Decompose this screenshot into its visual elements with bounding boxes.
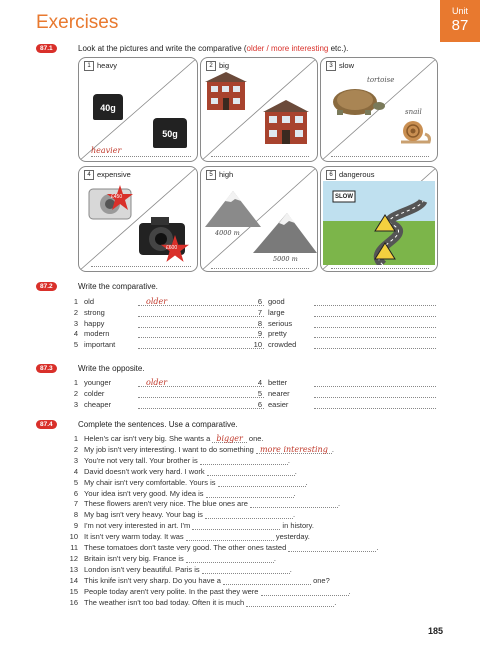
answer-field[interactable] [314, 308, 436, 317]
answer-field[interactable] [138, 308, 264, 317]
item-number: 6 [73, 488, 78, 498]
answer-field[interactable] [218, 478, 306, 487]
item-number: 4 [73, 329, 78, 339]
item-number: 9 [73, 521, 78, 531]
sentence-text: one? [311, 575, 330, 585]
sentence-row [66, 434, 264, 443]
answer-field[interactable] [288, 543, 379, 552]
sentence-text: . [293, 488, 296, 498]
item-number: 7 [73, 499, 78, 509]
mountain-height-label: 4000 m [215, 229, 240, 237]
mountain-height-label: 5000 m [273, 255, 298, 263]
house-bigger-icon [261, 98, 311, 146]
item-number: 1 [73, 297, 78, 306]
item-number: 1 [73, 434, 78, 443]
answer-field[interactable] [192, 521, 280, 530]
cell-label [326, 61, 354, 71]
item-number: 8 [73, 510, 78, 520]
weight-40g: 40g [93, 94, 123, 120]
exercise-badge-87-4: 87.4 [36, 420, 57, 429]
unit-label: Unit [451, 6, 468, 16]
answer-field[interactable]: more interesting [256, 445, 332, 454]
answer-field[interactable] [331, 146, 429, 157]
answer-field[interactable] [202, 565, 290, 574]
item-word: old [84, 297, 95, 306]
item-number: 3 [73, 399, 78, 409]
sentence-text: . [287, 455, 290, 465]
sentence-row [66, 598, 336, 607]
sentence-row [66, 543, 378, 552]
exercise-row [250, 308, 436, 317]
exercise-row [250, 329, 436, 338]
item-number: 9 [257, 329, 262, 339]
item-number: 15 [69, 586, 78, 596]
exercise-row [66, 400, 264, 409]
answer-field[interactable] [186, 532, 274, 541]
item-word: pretty [268, 329, 287, 339]
exercise-row [66, 319, 264, 328]
sentence-text: . [334, 597, 337, 607]
answer-field[interactable] [211, 146, 309, 157]
exercise-badge-87-3: 87.3 [36, 364, 57, 373]
item-number: 11 [70, 543, 78, 552]
item-number: 5 [73, 340, 78, 350]
exercise-row [66, 340, 264, 349]
cell-label [206, 170, 233, 180]
answer-field[interactable] [138, 319, 264, 328]
picture-cell-expensive [78, 166, 198, 272]
sentence-row [66, 445, 334, 454]
answer-field[interactable] [91, 256, 191, 267]
item-word: modern [84, 329, 110, 339]
sentence-text: in history. [280, 521, 314, 531]
cell-number: 3 [326, 61, 336, 71]
sentence-text: . [305, 477, 308, 487]
answer-field[interactable]: older [138, 297, 264, 306]
item-word: good [268, 297, 285, 306]
answer-field[interactable]: bigger [212, 434, 246, 443]
item-word: happy [84, 318, 105, 328]
answer-field[interactable]: older [138, 378, 264, 387]
picture-cell-heavy [78, 57, 198, 162]
exercise-instruction-87-1 [78, 44, 348, 53]
sentence-text: My chair isn't very comfortable. Yours is [84, 477, 218, 487]
answer-field[interactable] [138, 389, 264, 398]
answer-field[interactable] [314, 319, 436, 328]
sentence-row [66, 532, 310, 541]
item-word: serious [268, 318, 293, 328]
sentence-text: This knife isn't very sharp. Do you have a [84, 575, 223, 585]
sentence-text: . [292, 510, 296, 520]
sentence-text: . [376, 543, 379, 552]
house-big-icon [203, 70, 249, 112]
exercise-row [66, 389, 264, 398]
sentence-text: yesterday. [273, 532, 310, 542]
slow-sign-text: SLOW [335, 194, 353, 200]
sentence-text: Britain isn't very big. France is [84, 553, 186, 563]
sentence-row [66, 554, 276, 563]
instruction-text: Look at the pictures and write the comparative ( [78, 44, 247, 53]
item-number: 6 [257, 399, 262, 409]
answer-field[interactable] [314, 389, 436, 398]
answer-field[interactable] [207, 467, 295, 476]
price-label: £450 [111, 194, 123, 200]
cell-word: heavy [97, 61, 118, 70]
answer-field[interactable] [314, 329, 436, 338]
answer-field[interactable] [138, 340, 264, 349]
page-number: 185 [428, 626, 444, 636]
item-word: large [268, 307, 285, 317]
cell-number: 4 [84, 170, 94, 180]
sentence-row [66, 467, 297, 476]
tortoise-label: tortoise [367, 76, 395, 84]
snail-icon [399, 118, 433, 144]
answer-field[interactable] [200, 456, 288, 465]
item-number: 2 [73, 388, 78, 398]
answer-field[interactable] [314, 378, 436, 387]
sentence-text: Your idea isn't very good. My idea is [84, 488, 206, 498]
item-word: cheaper [84, 399, 112, 409]
item-number: 12 [69, 553, 78, 563]
exercise-badge-87-2: 87.2 [36, 282, 57, 291]
sentence-text: The weather isn't too bad today. Often it is much [84, 597, 247, 607]
mountain-large-icon [253, 211, 317, 253]
answer-field[interactable] [250, 499, 341, 509]
page-title: Exercises [36, 12, 119, 33]
item-number: 13 [69, 564, 78, 574]
answer-field[interactable] [186, 554, 274, 563]
sentence-row [66, 576, 330, 585]
item-number: 16 [69, 597, 78, 607]
tortoise-icon [325, 84, 385, 116]
item-number: 2 [73, 444, 78, 454]
price-label: £600 [166, 245, 178, 251]
exercise-row [66, 297, 264, 306]
item-word: easier [268, 399, 289, 409]
sentence-text: I'm not very interested in art. I'm [84, 521, 193, 531]
exercise-instruction-87-4: Complete the sentences. Use a comparative. [78, 420, 238, 429]
item-number: 2 [73, 307, 78, 317]
item-number: 10 [69, 532, 78, 542]
picture-grid [78, 57, 438, 272]
item-number: 4 [73, 466, 78, 476]
exercise-row [66, 329, 264, 338]
answer-field[interactable] [314, 297, 436, 306]
cell-label [84, 61, 117, 71]
cell-label [84, 170, 131, 180]
exercise-badge-87-1: 87.1 [36, 44, 57, 53]
exercise-row [250, 400, 436, 409]
unit-number: 87 [451, 17, 469, 34]
item-number: 14 [69, 575, 78, 585]
picture-cell-slow [320, 57, 438, 162]
exercise-row [66, 308, 264, 317]
exercise-row [250, 319, 436, 328]
sentence-text: These flowers aren't very nice. The blue ones are [84, 499, 250, 509]
instruction-text: etc.). [328, 44, 349, 53]
answer-field[interactable] [138, 400, 264, 409]
answer-field[interactable] [206, 489, 294, 498]
exercise-row [250, 297, 436, 306]
sentence-text: People today aren't very polite. In the past they were [84, 586, 261, 596]
picture-cell-high [200, 166, 318, 272]
item-word: crowded [268, 340, 297, 350]
cell-word: slow [339, 61, 355, 70]
exercise-row [250, 378, 436, 387]
exercise-row [250, 340, 436, 349]
item-number: 6 [257, 297, 262, 306]
sentence-row [66, 587, 351, 596]
answer-field[interactable] [314, 340, 436, 349]
picture-cell-dangerous [320, 166, 438, 272]
sentence-row [66, 456, 290, 465]
sentence-text: Helen's car isn't very big. She wants a [84, 434, 213, 443]
answer-field[interactable] [205, 510, 296, 520]
answer-field[interactable] [331, 258, 429, 269]
item-word: better [268, 378, 288, 387]
sentence-text: London isn't very beautiful. Paris is [84, 564, 202, 574]
cell-word: high [219, 170, 234, 179]
cell-number: 6 [326, 170, 336, 180]
item-number: 7 [257, 307, 262, 317]
exercise-row [250, 389, 436, 398]
sentence-text: These tomatoes don't taste very good. The other ones tasted [84, 543, 289, 552]
sentence-row [66, 510, 295, 519]
exercise-instruction-87-3: Write the opposite. [78, 364, 145, 373]
cell-number: 1 [84, 61, 94, 71]
item-number: 10 [253, 340, 262, 350]
sentence-text: . [348, 586, 351, 596]
item-word: colder [84, 388, 105, 398]
unit-tab [440, 0, 480, 42]
sentence-text: one. [246, 434, 264, 443]
cell-word: expensive [97, 170, 131, 179]
sentence-text: . [273, 553, 276, 563]
sentence-row [66, 521, 314, 530]
cell-label [326, 170, 374, 180]
cell-number: 5 [206, 170, 216, 180]
weight-50g: 50g [153, 118, 187, 148]
sentence-text: . [337, 499, 341, 509]
sentence-text: . [289, 564, 292, 574]
answer-field[interactable]: heavier [91, 146, 191, 157]
item-number: 3 [73, 455, 78, 465]
snail-label: snail [405, 108, 422, 116]
cell-label [206, 61, 229, 71]
sentence-text: . [331, 444, 334, 454]
item-word: strong [84, 307, 105, 317]
sentence-row [66, 478, 308, 487]
item-number: 5 [257, 388, 262, 398]
instruction-highlight: older / more interesting [246, 44, 329, 53]
answer-field[interactable] [223, 576, 311, 585]
answer-field[interactable] [261, 587, 349, 596]
cell-word: dangerous [339, 170, 375, 179]
answer-field[interactable] [138, 329, 264, 338]
exercise-row [66, 378, 264, 387]
answer-field[interactable] [246, 597, 337, 607]
cell-word: big [219, 61, 230, 70]
sentence-text: My job isn't very interesting. I want to do something [84, 444, 256, 454]
item-number: 8 [257, 318, 262, 328]
item-number: 3 [73, 318, 78, 328]
item-word: important [84, 340, 116, 350]
answer-field[interactable] [314, 400, 436, 409]
item-number: 1 [73, 378, 78, 387]
item-number: 5 [73, 477, 78, 487]
sentence-text: It isn't very warm today. It was [84, 532, 186, 542]
sentence-text: You're not very tall. Your brother is [84, 455, 200, 465]
picture-cell-big [200, 57, 318, 162]
sentence-row [66, 565, 292, 574]
answer-field[interactable] [211, 258, 309, 269]
cell-number: 2 [206, 61, 216, 71]
sentence-text: My bag isn't very heavy. Your bag is [84, 510, 205, 520]
sentence-row [66, 499, 340, 508]
item-word: younger [84, 378, 112, 387]
item-number: 4 [257, 378, 262, 387]
sentence-row [66, 489, 296, 498]
sentence-text: David doesn't work very hard. I work [84, 466, 207, 476]
sentence-text: . [294, 466, 297, 476]
item-word: nearer [268, 388, 290, 398]
exercise-instruction-87-2: Write the comparative. [78, 282, 158, 291]
